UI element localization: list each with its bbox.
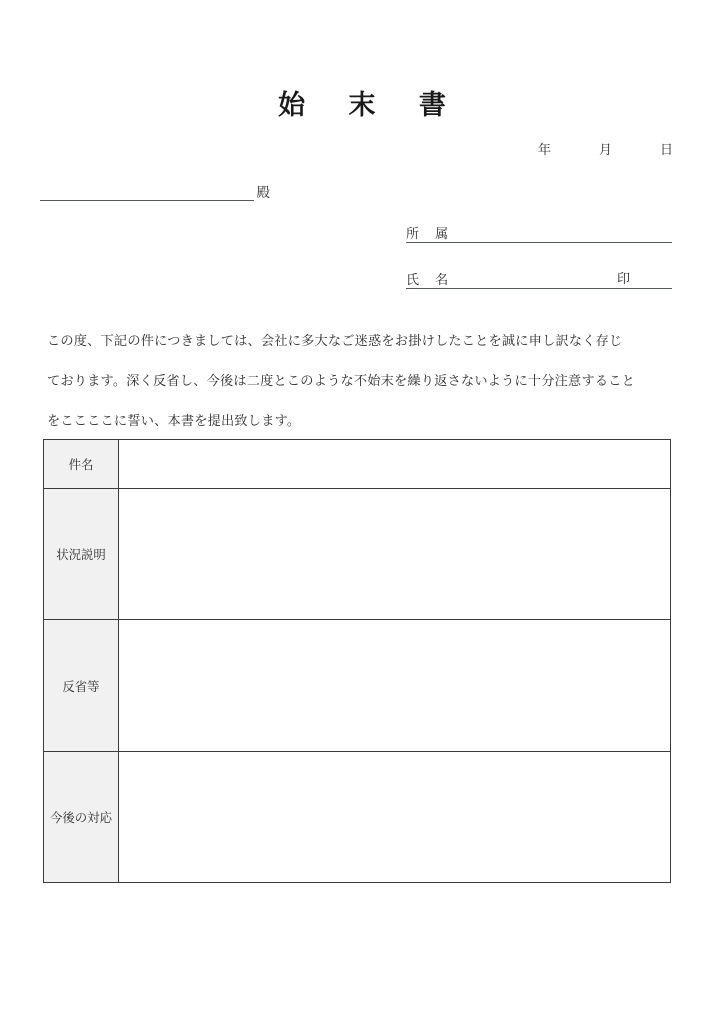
name-field[interactable] [406, 265, 672, 289]
table-row [44, 752, 671, 883]
date-line [538, 139, 673, 158]
date-month-label: 月 [598, 143, 612, 158]
row-label-situation: 状況説明 [44, 489, 119, 620]
row-label-reflection: 反省等 [44, 620, 119, 752]
row-input-reflection[interactable] [119, 620, 671, 752]
row-label-subject: 件名 [44, 440, 119, 489]
body-paragraph [47, 322, 677, 442]
table-row [44, 440, 671, 489]
recipient-field[interactable] [40, 181, 270, 201]
body-line-1: この度、下記の件につきましては、会社に多大なご迷惑をお掛けしたことを誠に申し訳なく存じ [47, 334, 623, 349]
table-row [44, 620, 671, 752]
date-year-label: 年 [538, 143, 552, 158]
incident-detail-table [43, 439, 671, 883]
row-input-subject[interactable] [119, 440, 671, 489]
affiliation-field[interactable] [406, 219, 672, 243]
row-input-situation[interactable] [119, 489, 671, 620]
body-line-3: をここここに誓い、本書を提出致します。 [47, 414, 301, 429]
row-label-future-response: 今後の対応 [44, 752, 119, 883]
recipient-input[interactable] [40, 181, 254, 201]
row-input-future-response[interactable] [119, 752, 671, 883]
page-title: 始 末 書 [278, 90, 463, 121]
name-label: 氏 名 [406, 272, 455, 288]
date-day-label: 日 [659, 143, 673, 158]
body-line-2: ております。深く反省し、今後は二度とこのような不始末を繰り返さないように十分注意すること [47, 374, 635, 389]
affiliation-label: 所 属 [406, 226, 455, 242]
seal-label: 印 [616, 271, 630, 287]
recipient-honorific-label: 殿 [256, 184, 270, 201]
signer-block [406, 219, 672, 289]
table-row [44, 489, 671, 620]
